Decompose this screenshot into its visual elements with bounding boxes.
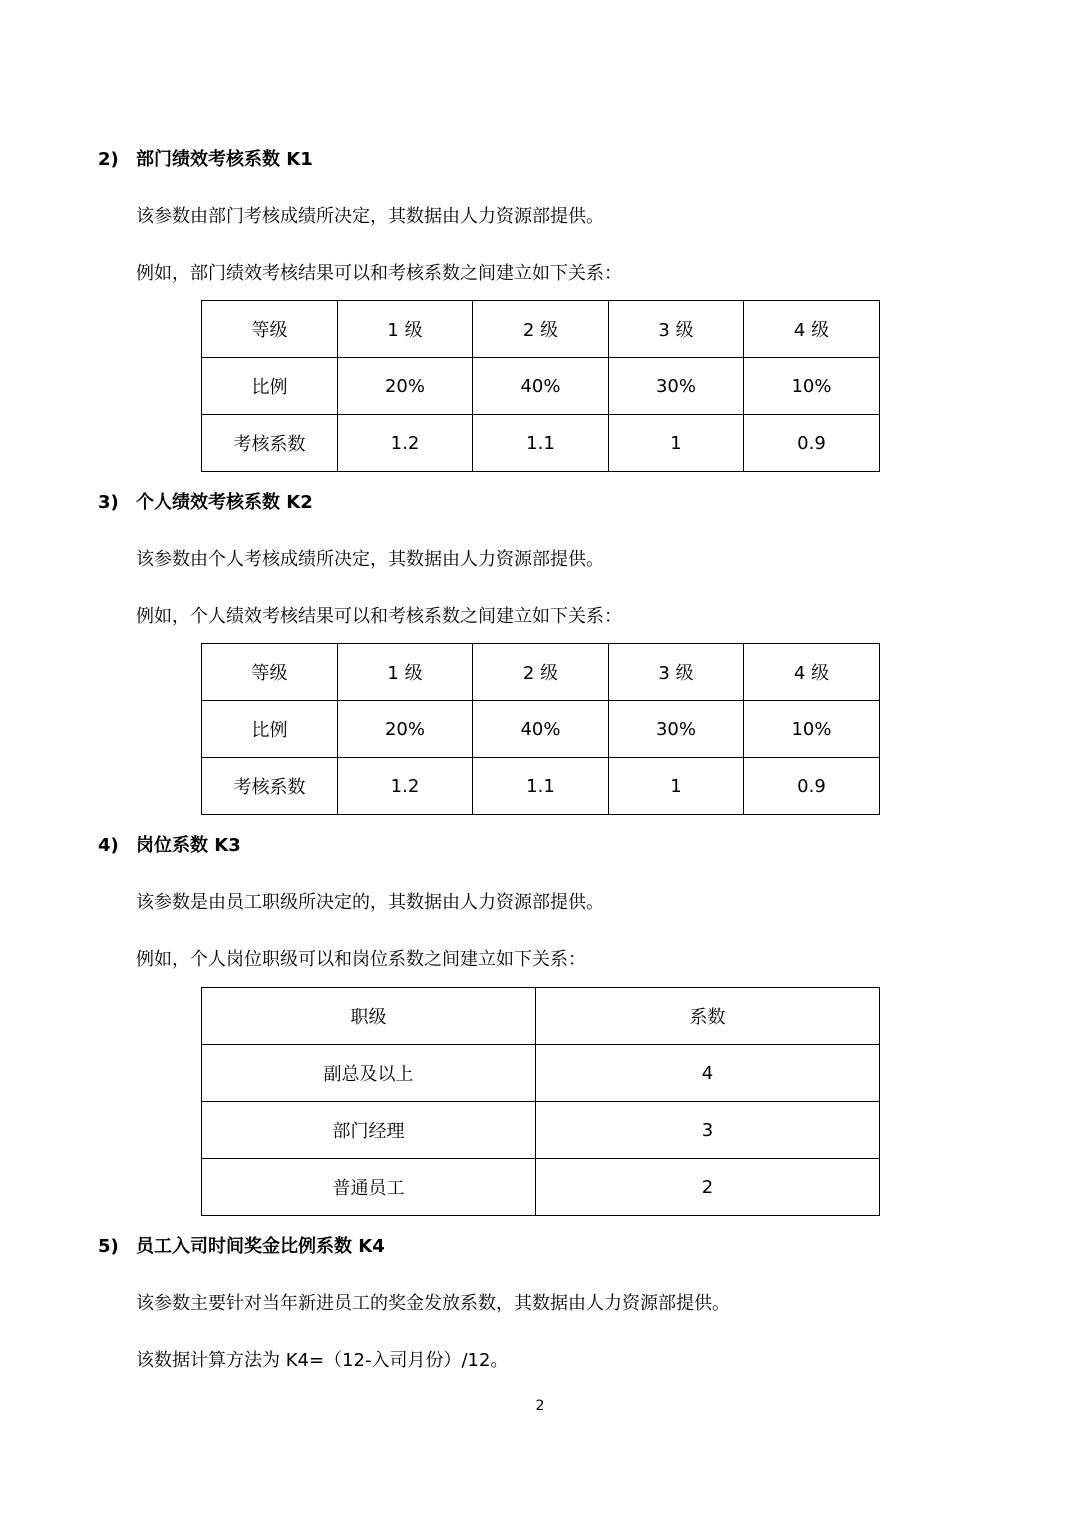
- section-title: 员工入司时间奖金比例系数 K4: [136, 1236, 385, 1257]
- table-row: [202, 701, 880, 758]
- table-row: [202, 301, 880, 358]
- table-cell: 3 级: [609, 644, 744, 701]
- section-description: 该参数由部门考核成绩所决定，其数据由人力资源部提供。: [136, 206, 604, 227]
- section-heading-k2: [98, 490, 313, 516]
- table-cell: 1.2: [338, 415, 473, 472]
- section-title: 岗位系数 K3: [136, 835, 241, 856]
- table-row: [202, 758, 880, 815]
- section-example: 例如，个人岗位职级可以和岗位系数之间建立如下关系：: [136, 949, 586, 970]
- table-cell: 考核系数: [202, 415, 338, 472]
- table-row: [202, 1102, 880, 1159]
- table-cell: 比例: [202, 358, 338, 415]
- table-cell: 2 级: [473, 644, 609, 701]
- section-number: 3): [98, 492, 119, 513]
- table-cell: 等级: [202, 644, 338, 701]
- section-title: 个人绩效考核系数 K2: [136, 492, 313, 513]
- table-cell: 10%: [744, 701, 880, 758]
- table-cell: 1.1: [473, 758, 609, 815]
- k2-table: [201, 643, 880, 815]
- section-formula: 该数据计算方法为 K4=（12-入司月份）/12。: [136, 1350, 509, 1371]
- table-cell: 1 级: [338, 301, 473, 358]
- section-heading-k3: [98, 833, 241, 859]
- table-row: [202, 415, 880, 472]
- table-cell: 0.9: [744, 758, 880, 815]
- table-cell: 3: [536, 1102, 880, 1159]
- section-description: 该参数主要针对当年新进员工的奖金发放系数，其数据由人力资源部提供。: [136, 1293, 730, 1314]
- table-cell: 职级: [202, 988, 536, 1045]
- table-cell: 20%: [338, 701, 473, 758]
- table-cell: 0.9: [744, 415, 880, 472]
- table-cell: 1.2: [338, 758, 473, 815]
- table-cell: 30%: [609, 701, 744, 758]
- section-number: 4): [98, 835, 119, 856]
- table-cell: 40%: [473, 358, 609, 415]
- table-cell: 系数: [536, 988, 880, 1045]
- k1-table: [201, 300, 880, 472]
- table-cell: 4: [536, 1045, 880, 1102]
- section-example: 例如，个人绩效考核结果可以和考核系数之间建立如下关系：: [136, 606, 622, 627]
- table-row: [202, 644, 880, 701]
- table-cell: 副总及以上: [202, 1045, 536, 1102]
- section-heading-k1: [98, 147, 313, 173]
- section-example: 例如，部门绩效考核结果可以和考核系数之间建立如下关系：: [136, 263, 622, 284]
- section-description: 该参数由个人考核成绩所决定，其数据由人力资源部提供。: [136, 549, 604, 570]
- table-cell: 30%: [609, 358, 744, 415]
- table-cell: 1: [609, 415, 744, 472]
- section-heading-k4: [98, 1234, 385, 1260]
- table-cell: 40%: [473, 701, 609, 758]
- table-cell: 1: [609, 758, 744, 815]
- table-cell: 等级: [202, 301, 338, 358]
- table-cell: 4 级: [744, 644, 880, 701]
- table-cell: 3 级: [609, 301, 744, 358]
- table-cell: 比例: [202, 701, 338, 758]
- table-cell: 考核系数: [202, 758, 338, 815]
- section-title: 部门绩效考核系数 K1: [136, 149, 313, 170]
- table-cell: 2: [536, 1159, 880, 1216]
- section-description: 该参数是由员工职级所决定的，其数据由人力资源部提供。: [136, 892, 604, 913]
- table-cell: 20%: [338, 358, 473, 415]
- table-cell: 2 级: [473, 301, 609, 358]
- table-cell: 部门经理: [202, 1102, 536, 1159]
- page-number: 2: [535, 1398, 545, 1414]
- table-cell: 普通员工: [202, 1159, 536, 1216]
- k3-table: [201, 987, 880, 1216]
- table-row: [202, 1159, 880, 1216]
- table-cell: 1.1: [473, 415, 609, 472]
- table-cell: 10%: [744, 358, 880, 415]
- table-row: [202, 1045, 880, 1102]
- table-row: [202, 358, 880, 415]
- table-cell: 1 级: [338, 644, 473, 701]
- table-row: [202, 988, 880, 1045]
- section-number: 5): [98, 1236, 119, 1257]
- table-cell: 4 级: [744, 301, 880, 358]
- section-number: 2): [98, 149, 119, 170]
